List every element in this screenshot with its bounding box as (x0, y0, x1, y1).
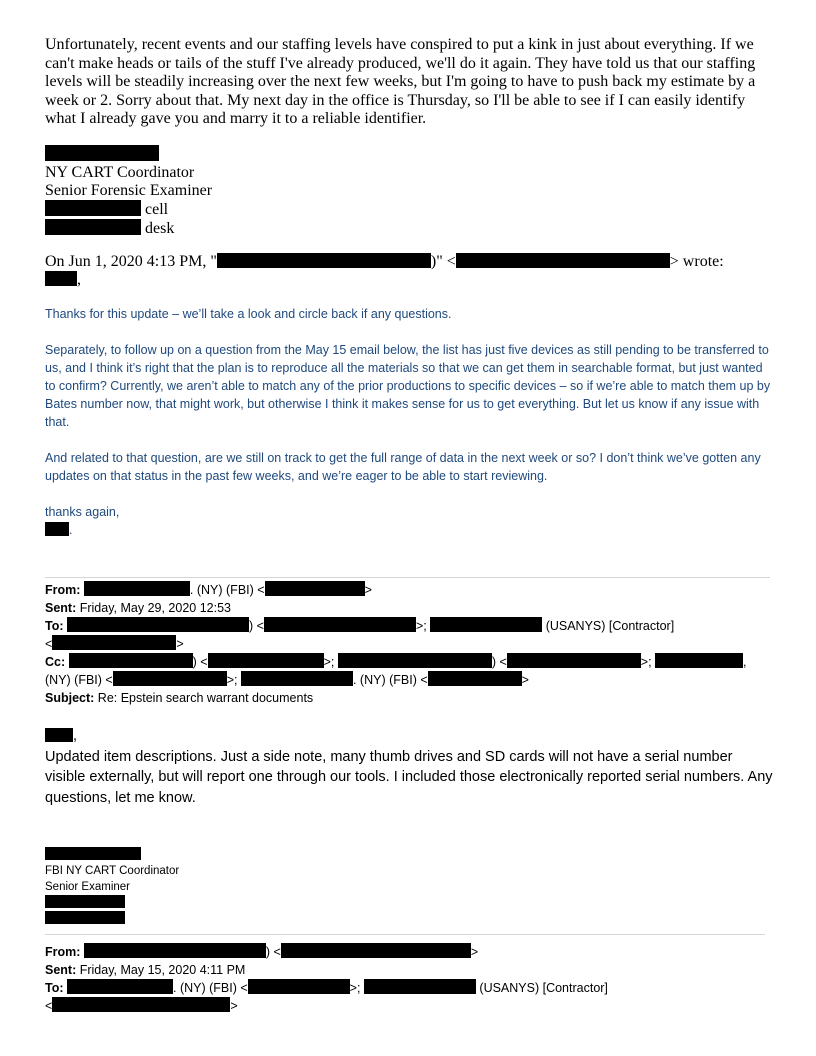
email-header-may29 (45, 581, 747, 707)
email-body-text: Updated item descriptions. Just a side note, many thumb drives and SD cards will not have a serial number visible externally, but will report one through our tools. I included those electronically reported serial numbers. Any questions, let me know. (45, 748, 773, 806)
punct: , (743, 655, 747, 669)
quote-mid: )" < (430, 253, 456, 270)
redacted-phone (45, 219, 141, 235)
redacted-to-email (52, 635, 176, 650)
redacted-to-email (264, 617, 416, 632)
punct: ) < (265, 945, 281, 959)
quote-prefix: On Jun 1, 2020 4:13 PM, " (45, 253, 217, 270)
signature-title: Senior Examiner (45, 881, 131, 893)
message-paragraph: Unfortunately, recent events and our staffing levels have conspired to put a kink in just about everything. If we can't make heads or tails of the stuff I've already produced, we'll do it again. They have told us that our staffing levels will be steadily increasing over the next few weeks, but I'm going to have to push back my estimate by a week or 2. Sorry about that. My next day in the office is Thursday, so I'll be able to see if I can easily identify what I already gave you and marry it to a reliable identifier. (45, 36, 756, 127)
sent-value: Friday, May 15, 2020 4:11 PM (79, 963, 246, 977)
redacted-phone (45, 911, 125, 924)
redacted-cc-name (241, 671, 353, 686)
to-text: ) < (249, 619, 264, 633)
redacted-sender-email (456, 253, 670, 268)
redacted-cc-name (338, 653, 492, 668)
to-text: (USANYS) [Contractor] (545, 619, 675, 633)
divider (45, 934, 765, 935)
reply-closing: thanks again, (45, 505, 120, 519)
cc-text: . (NY) (FBI) < (352, 673, 428, 687)
quote-suffix: > wrote: (669, 253, 724, 270)
punct: > (364, 583, 372, 597)
punct: > (230, 999, 238, 1013)
subject-value: Re: Epstein search warrant documents (97, 691, 314, 705)
sign-punct: . (69, 523, 73, 537)
signature-may29 (45, 847, 179, 927)
redacted-to-email (52, 997, 230, 1012)
redacted-cc-email (507, 653, 641, 668)
redacted-from-name (84, 943, 266, 958)
redacted-sender-name (217, 253, 431, 268)
punct: >; (349, 981, 361, 995)
email-header-may15 (45, 943, 608, 1015)
redacted-to-email (248, 979, 350, 994)
redacted-cc-name (655, 653, 743, 668)
redacted-from-name (84, 581, 190, 596)
redacted-to-name (67, 979, 173, 994)
signature-title: FBI NY CART Coordinator (45, 865, 180, 877)
cc-label: Cc: (45, 655, 66, 669)
redacted-from-email (265, 581, 365, 596)
reply-body (45, 305, 775, 539)
redacted-cc-email (113, 671, 227, 686)
punct: >; (226, 673, 238, 687)
punct: ) < (192, 655, 208, 669)
reply-paragraph: And related to that question, are we still on track to get the full range of data in the next week or so? I don’t think we’ve gotten any updates on that status in the past few weeks, and we’re eager to be able to start reviewing. (45, 451, 761, 483)
punct: < (45, 637, 53, 651)
signature-title: Senior Forensic Examiner (45, 182, 213, 199)
punct: > (521, 673, 529, 687)
reply-paragraph: Separately, to follow up on a question from the May 15 email below, the list has just five devices as still pending to be transferred to us, and I think it’s right that the plan is to reproduce all the materials so that we can get them in searchable format, but just wanted to confirm? Currently, we aren’t able to match any of the prior productions to specific devices – so if we’re able to match them up by Bates number now, that might work, but otherwise I think it makes sense for us to get everything. But let us know if any issue with that. (45, 343, 771, 429)
to-text: (USANYS) [Contractor] (479, 981, 608, 995)
redacted-greeting (45, 271, 77, 286)
sent-value: Friday, May 29, 2020 12:53 (79, 601, 231, 615)
redacted-greeting (45, 728, 73, 742)
greeting-punct: , (77, 271, 81, 288)
cc-text: (NY) (FBI) < (45, 673, 113, 687)
to-text: . (NY) (FBI) < (173, 981, 248, 995)
redacted-name (45, 145, 159, 161)
to-text: >; (415, 619, 427, 633)
to-label: To: (45, 981, 64, 995)
signature-block (45, 145, 212, 238)
punct: >; (640, 655, 652, 669)
punct: > (470, 945, 479, 959)
punct: ) < (491, 655, 507, 669)
redacted-to-name (67, 617, 249, 632)
reply-paragraph: Thanks for this update – we’ll take a look and circle back if any questions. (45, 307, 452, 321)
sent-label: Sent: (45, 601, 77, 615)
punct: , (73, 728, 78, 744)
redacted-from-email (281, 943, 471, 958)
divider (45, 577, 770, 578)
quote-header (45, 253, 775, 289)
redacted-cc-email (428, 671, 522, 686)
punct: < (45, 999, 53, 1013)
from-text: . (NY) (FBI) < (189, 583, 265, 597)
to-label: To: (45, 619, 64, 633)
from-label: From: (45, 945, 81, 959)
subject-label: Subject: (45, 691, 95, 705)
redacted-signer (45, 522, 69, 536)
punct: >; (323, 655, 335, 669)
punct: > (176, 637, 184, 651)
redacted-to-name (430, 617, 542, 632)
redacted-cc-email (208, 653, 324, 668)
redacted-phone (45, 200, 141, 216)
signature-title: NY CART Coordinator (45, 164, 195, 181)
redacted-to-name (364, 979, 476, 994)
email-body-may29 (45, 726, 775, 808)
cell-label: cell (145, 201, 169, 218)
sent-label: Sent: (45, 963, 77, 977)
redacted-phone (45, 895, 125, 908)
from-label: From: (45, 583, 81, 597)
redacted-name (45, 847, 141, 860)
desk-label: desk (145, 220, 175, 237)
redacted-cc-name (69, 653, 193, 668)
